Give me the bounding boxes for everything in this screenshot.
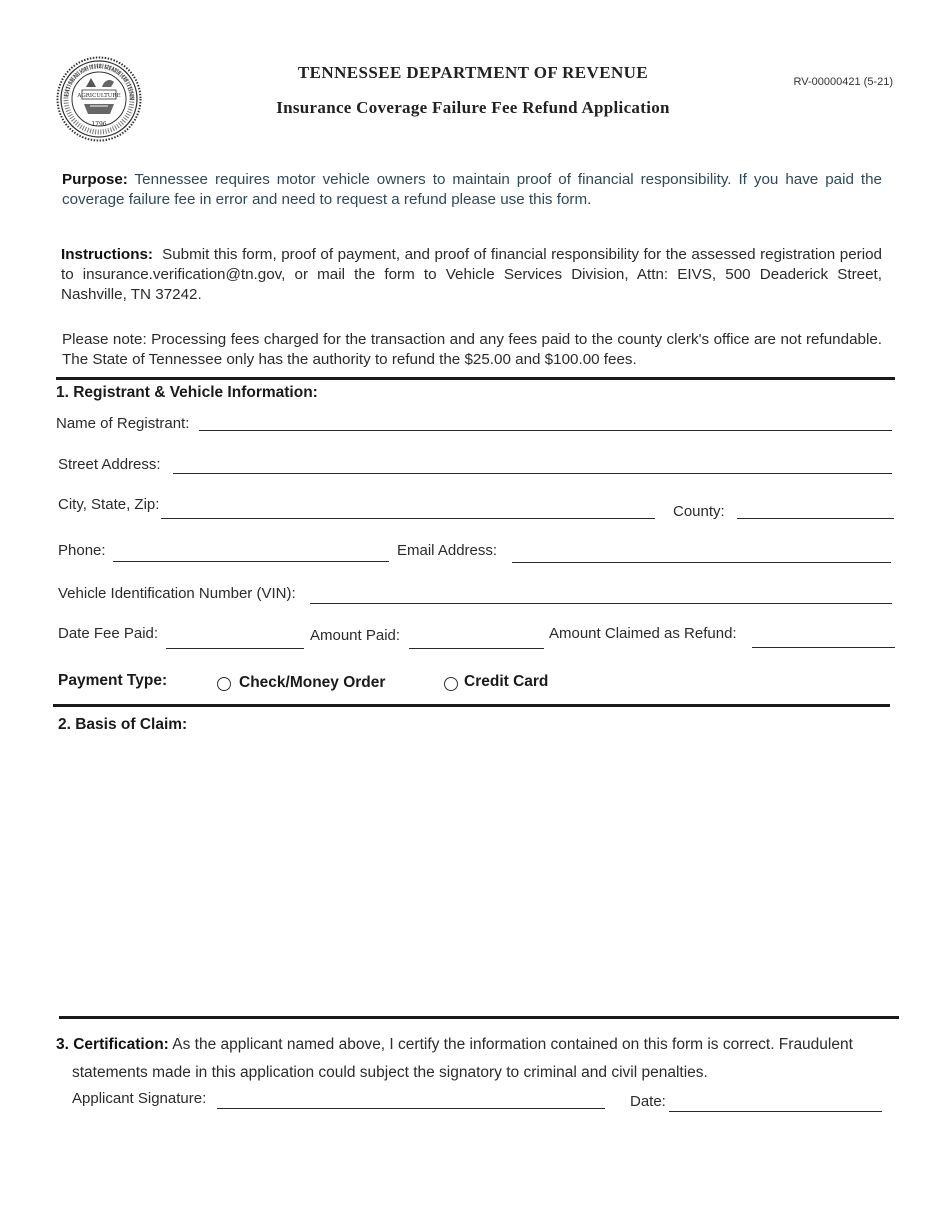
date-fee-paid-label: Date Fee Paid: — [58, 625, 159, 642]
phone-label: Phone: — [58, 542, 106, 559]
email-label: Email Address: — [397, 542, 498, 559]
county-field[interactable] — [737, 518, 894, 519]
seal-year-text: 1796 — [91, 121, 107, 128]
email-field[interactable] — [512, 562, 891, 563]
note-paragraph: Please note: Processing fees charged for the transaction and any fees paid to the county clerk's office are not refundable. The State of Tennessee only has the authority to refund the $25.00 and $100.00 fees. — [62, 331, 882, 368]
seal-arc-textpath: EAT SEAL OF THE STATE OF TENN — [64, 63, 135, 101]
street-address-label: Street Address: — [58, 456, 161, 473]
certification-text-line1: As the applicant named above, I certify the information contained on this form is correct. Fraudulent — [172, 1036, 853, 1053]
certification-label: 3. Certification: — [56, 1036, 169, 1053]
section2-top-rule — [53, 704, 890, 707]
date-fee-paid-field[interactable] — [166, 648, 304, 649]
certification-date-field[interactable] — [669, 1111, 882, 1112]
seal-agriculture-text: AGRICULTURE — [77, 93, 121, 99]
form-number: RV-00000421 (5-21) — [793, 76, 893, 88]
amount-claimed-field[interactable] — [752, 647, 895, 648]
vin-field[interactable] — [310, 603, 892, 604]
section1-top-rule — [56, 377, 895, 380]
registrant-name-label: Name of Registrant: — [56, 415, 190, 432]
amount-claimed-label: Amount Claimed as Refund: — [549, 625, 737, 642]
instructions-text: Submit this form, proof of payment, and proof of financial responsibility for the assessed registration period to insurance.verification@tn.gov, or mail the form to Vehicle Services Division, Attn: EIVS, 500 Deaderick Street, Nashville, TN 37242. — [61, 246, 882, 303]
registrant-name-field[interactable] — [199, 430, 892, 431]
purpose-paragraph — [62, 170, 882, 210]
city-state-zip-label: City, State, Zip: — [58, 496, 160, 513]
phone-field[interactable] — [113, 561, 389, 562]
signature-label: Applicant Signature: — [72, 1090, 207, 1107]
credit-card-label: Credit Card — [464, 673, 549, 690]
instructions-label: Instructions: — [61, 246, 153, 263]
amount-paid-field[interactable] — [409, 648, 544, 649]
county-label: County: — [673, 503, 725, 520]
certification-date-label: Date: — [630, 1093, 666, 1110]
certification-paragraph — [56, 1036, 853, 1054]
section2-title: 2. Basis of Claim: — [58, 716, 188, 733]
signature-field[interactable] — [217, 1108, 605, 1109]
purpose-label: Purpose: — [62, 171, 128, 188]
street-address-field[interactable] — [173, 473, 892, 474]
basis-of-claim-area[interactable] — [58, 740, 898, 1010]
city-state-zip-field[interactable] — [161, 518, 655, 519]
section3-top-rule — [59, 1016, 899, 1019]
check-money-order-radio[interactable] — [217, 677, 231, 691]
credit-card-radio[interactable] — [444, 677, 458, 691]
check-money-order-label: Check/Money Order — [239, 674, 386, 691]
certification-text-line2: statements made in this application could subject the signatory to criminal and civil penalties. — [72, 1064, 708, 1081]
purpose-text: Tennessee requires motor vehicle owners to maintain proof of financial responsibility. If you have paid the coverage failure fee in error and need to request a refund please use this form. — [62, 171, 882, 208]
form-title: Insurance Coverage Failure Fee Refund Application — [276, 98, 670, 117]
instructions-paragraph — [61, 245, 882, 305]
amount-paid-label: Amount Paid: — [310, 627, 401, 644]
payment-type-label: Payment Type: — [58, 672, 168, 689]
section1-title: 1. Registrant & Vehicle Information: — [56, 384, 318, 401]
vin-label: Vehicle Identification Number (VIN): — [58, 585, 296, 602]
department-name: TENNESSEE DEPARTMENT OF REVENUE — [297, 63, 649, 82]
